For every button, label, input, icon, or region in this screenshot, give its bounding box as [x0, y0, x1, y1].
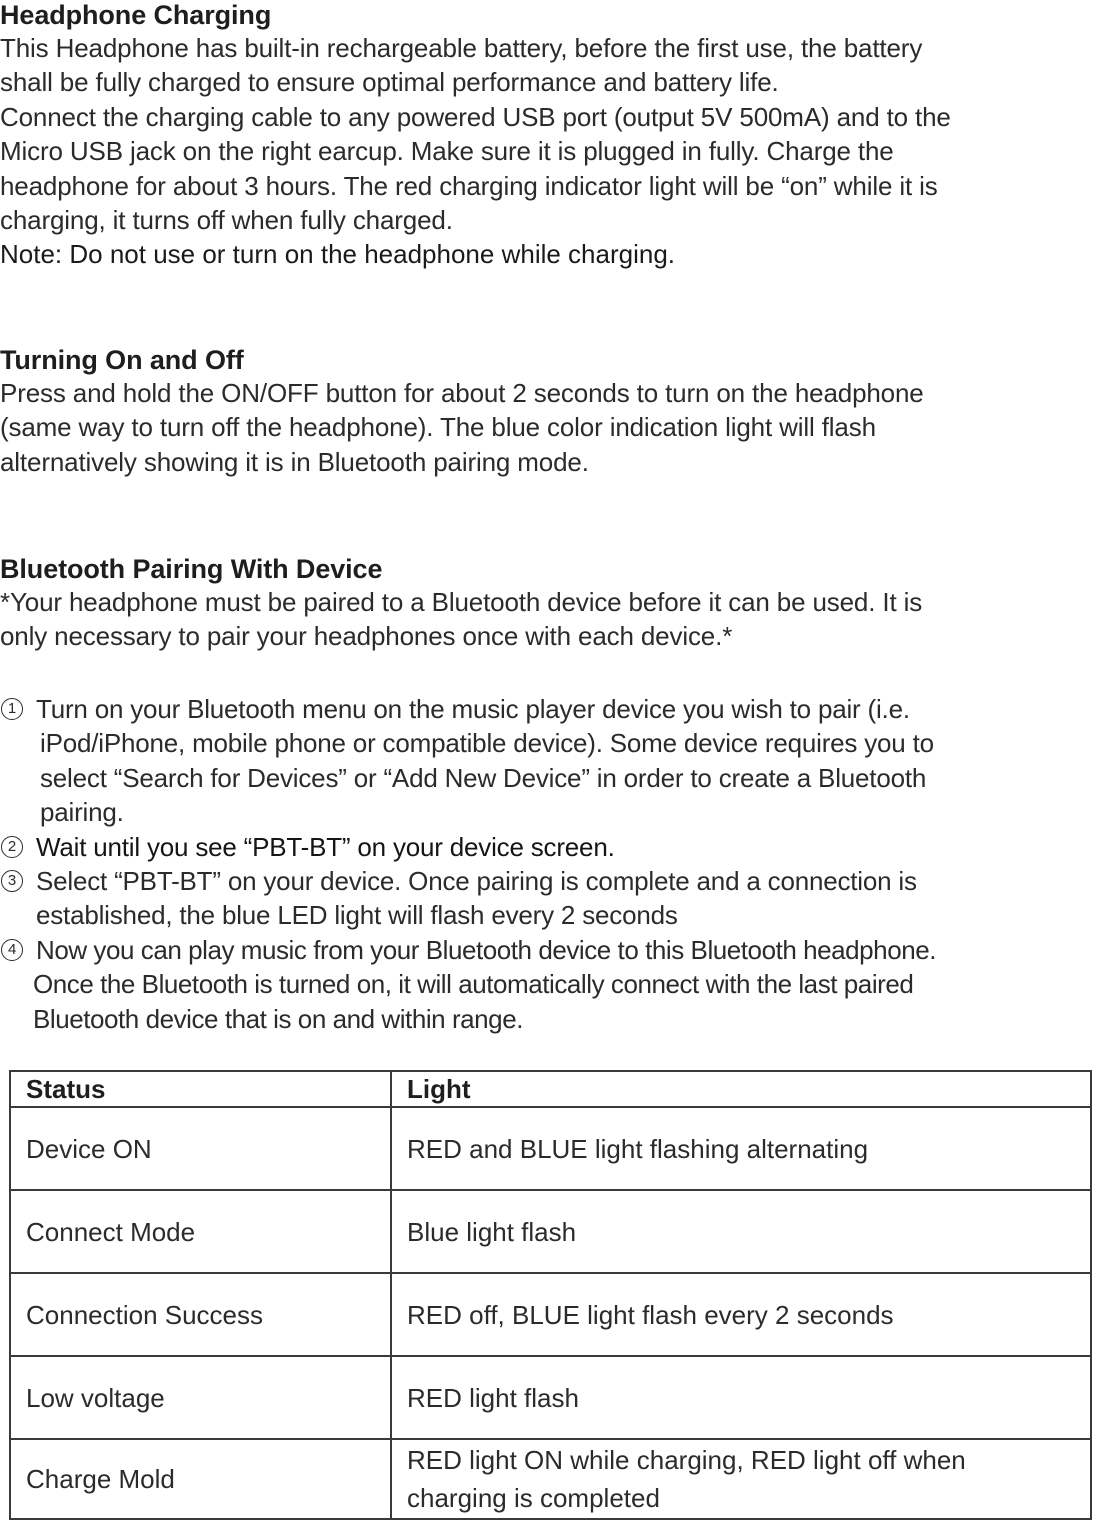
- step-text: [33, 933, 1099, 1036]
- step-line: Bluetooth device that is on and within range.: [33, 1003, 523, 1034]
- table-row: [10, 1356, 1091, 1439]
- pairing-step-3: [0, 864, 1099, 933]
- light-cell: Blue light flash: [391, 1190, 1091, 1273]
- status-light-table: [9, 1070, 1092, 1520]
- pairing-section: [0, 553, 1099, 654]
- step-number-badge: 1: [1, 698, 23, 720]
- power-line: Press and hold the ON/OFF button for about 2 seconds to turn on the headphone: [0, 378, 924, 408]
- step-number-badge: 3: [1, 870, 23, 892]
- pairing-intro: [0, 585, 1099, 654]
- charging-line: Connect the charging cable to any powered USB port (output 5V 500mA) and to the: [0, 101, 951, 132]
- table-row: [10, 1439, 1091, 1519]
- status-cell: Charge Mold: [10, 1439, 391, 1519]
- step-number-badge: 4: [1, 939, 23, 961]
- pairing-intro-line: only necessary to pair your headphones once with each device.*: [0, 621, 733, 652]
- step-line: Once the Bluetooth is turned on, it will automatically connect with the last paired: [33, 969, 914, 1000]
- power-section: [0, 344, 1099, 479]
- table-row: [10, 1107, 1091, 1190]
- pairing-step-4: [0, 933, 1099, 1036]
- pairing-intro-line: *Your headphone must be paired to a Bluetooth device before it can be used. It is: [0, 587, 923, 617]
- status-cell: Device ON: [10, 1107, 391, 1190]
- table-header-row: [10, 1071, 1091, 1107]
- step-line: Wait until you see “PBT-BT” on your device screen.: [36, 831, 615, 862]
- power-heading: Turning On and Off: [0, 345, 244, 375]
- step-text: [36, 692, 1099, 830]
- charging-body: [0, 31, 1099, 272]
- charging-line: This Headphone has built-in rechargeable battery, before the first use, the battery: [0, 33, 923, 63]
- column-header-status: Status: [10, 1071, 391, 1107]
- light-cell: [391, 1439, 1091, 1519]
- charging-line: Micro USB jack on the right earcup. Make sure it is plugged in fully. Charge the: [0, 136, 894, 167]
- step-number-badge: 2: [1, 836, 23, 858]
- charging-line: shall be fully charged to ensure optimal performance and battery life.: [0, 67, 779, 98]
- step-line: established, the blue LED light will flash every 2 seconds: [36, 900, 678, 931]
- step-line: Turn on your Bluetooth menu on the music player device you wish to pair (i.e.: [36, 694, 910, 724]
- light-cell: RED and BLUE light flashing alternating: [391, 1107, 1091, 1190]
- light-cell-line: charging is completed: [407, 1483, 660, 1513]
- pairing-steps: [0, 692, 1099, 1036]
- status-cell: Low voltage: [10, 1356, 391, 1439]
- table-row: [10, 1273, 1091, 1356]
- column-header-light: Light: [391, 1071, 1091, 1107]
- power-line: (same way to turn off the headphone). The blue color indication light will flash: [0, 412, 876, 443]
- status-cell: Connection Success: [10, 1273, 391, 1356]
- charging-line: headphone for about 3 hours. The red charging indicator light will be “on” while it is: [0, 170, 938, 201]
- light-cell: RED light flash: [391, 1356, 1091, 1439]
- step-line: Select “PBT-BT” on your device. Once pairing is complete and a connection is: [36, 866, 917, 897]
- table-row: [10, 1190, 1091, 1273]
- light-cell: RED off, BLUE light flash every 2 seconds: [391, 1273, 1091, 1356]
- charging-note: Note: Do not use or turn on the headphone while charging.: [0, 239, 676, 270]
- power-line: alternatively showing it is in Bluetooth pairing mode.: [0, 446, 589, 477]
- pairing-step-2: [0, 830, 1099, 864]
- charging-section: [0, 0, 1099, 272]
- status-cell: Connect Mode: [10, 1190, 391, 1273]
- step-line: Now you can play music from your Bluetooth device to this Bluetooth headphone.: [36, 934, 936, 965]
- charging-line: charging, it turns off when fully charged.: [0, 205, 453, 236]
- step-line: iPod/iPhone, mobile phone or compatible device). Some device requires you to: [40, 728, 934, 759]
- charging-heading: Headphone Charging: [0, 0, 272, 30]
- light-cell-line: RED light ON while charging, RED light off when: [407, 1445, 966, 1475]
- step-line: select “Search for Devices” or “Add New Device” in order to create a Bluetooth: [40, 762, 927, 793]
- step-text: [36, 864, 1099, 933]
- pairing-step-1: [0, 692, 1099, 830]
- step-line: pairing.: [40, 797, 124, 828]
- pairing-heading: Bluetooth Pairing With Device: [0, 554, 383, 584]
- power-body: [0, 376, 1099, 479]
- step-text: [36, 830, 1099, 864]
